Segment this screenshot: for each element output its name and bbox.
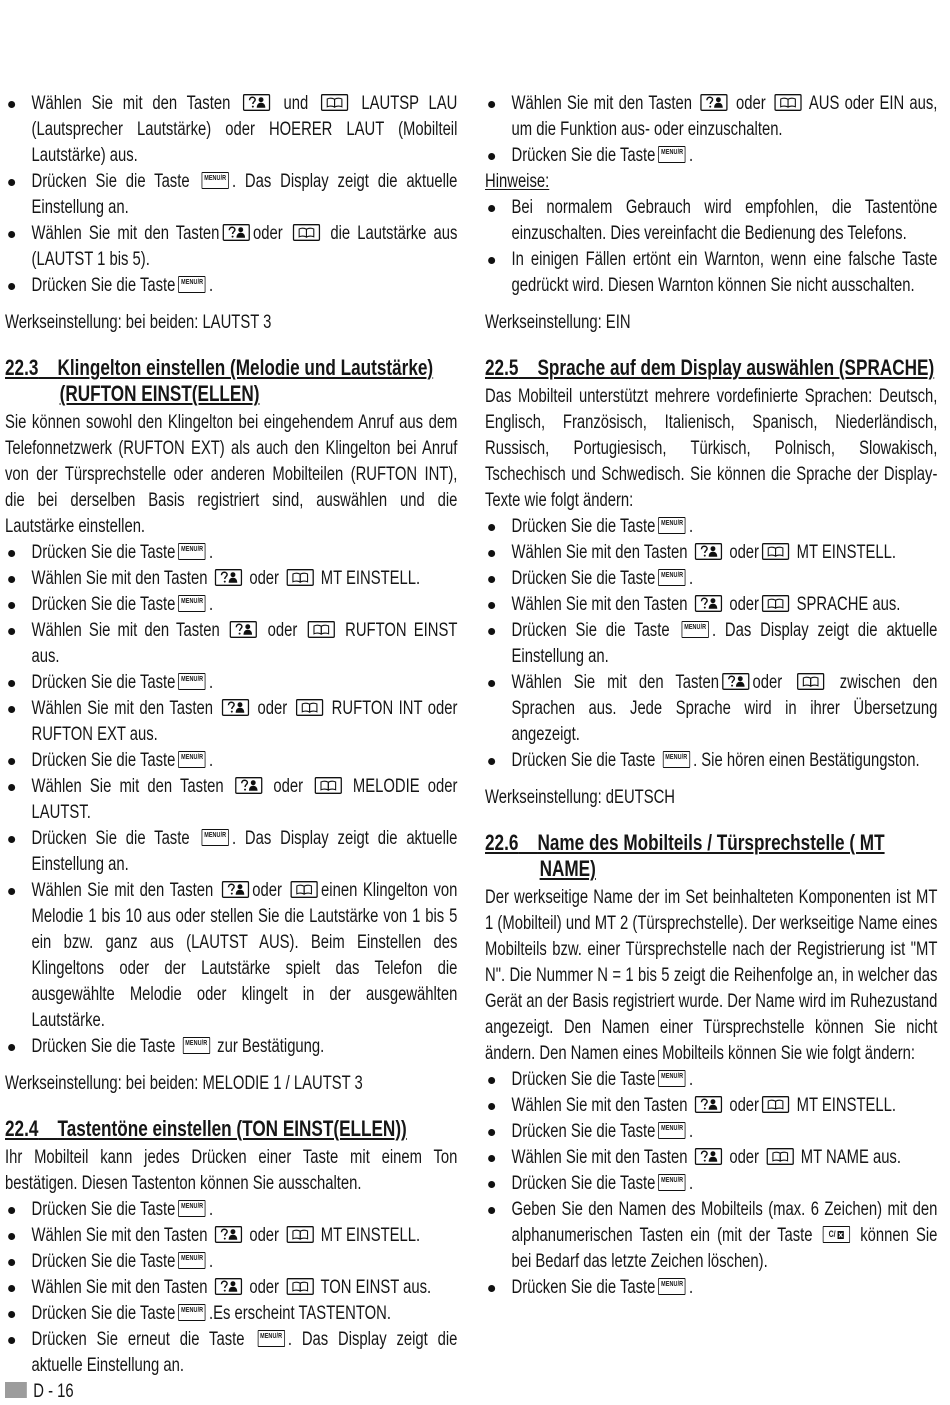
menu-key-label: MENU/R <box>661 1177 684 1185</box>
text-run: Drücken Sie die Taste <box>31 542 176 563</box>
section-number-gap <box>38 1116 57 1141</box>
text-run: MT EINSTELL. <box>316 568 421 589</box>
up-key-icon <box>235 777 262 794</box>
down-key-icon <box>762 1096 789 1113</box>
text-run: oder <box>725 542 759 563</box>
text-run: Drücken Sie die Taste <box>31 171 199 192</box>
up-key-icon <box>222 699 249 716</box>
bullet-icon <box>8 1259 15 1266</box>
text-run: . <box>688 516 694 537</box>
bullet-icon <box>488 758 495 765</box>
section-heading <box>485 355 937 381</box>
list-item <box>5 91 457 169</box>
text-run: oder <box>260 620 305 641</box>
list-item <box>485 1119 937 1145</box>
up-key-icon <box>243 94 270 111</box>
section-heading <box>485 830 937 882</box>
menu-key-icon <box>659 1174 686 1191</box>
text-run: Bei normalem Gebrauch wird empfohlen, die Tastentöne einzuschalten. Dies vereinfacht die Bedienung des Telefons. <box>511 197 938 244</box>
text-run: . Das Display zeigt die aktuelle Einstellung an. <box>511 620 938 667</box>
text-run: Drücken Sie die Taste <box>511 516 656 537</box>
menu-key-label: MENU/R <box>181 546 204 554</box>
bullet-icon <box>8 1233 15 1240</box>
bullet-icon <box>488 1155 495 1162</box>
menu-key-label: MENU/R <box>181 598 204 606</box>
text-run: Wählen Sie mit den Tasten <box>31 568 212 589</box>
bullet-icon <box>8 680 15 687</box>
menu-key-icon <box>659 1122 686 1139</box>
bullet-list <box>485 195 937 299</box>
down-key-icon <box>286 569 313 586</box>
menu-key-icon <box>663 751 690 768</box>
text-run: oder <box>252 698 293 719</box>
list-item <box>5 618 457 670</box>
bullet-icon <box>8 101 15 108</box>
list-item <box>5 221 457 273</box>
text-run: Drücken Sie die Taste <box>511 620 679 641</box>
list-item <box>5 1197 457 1223</box>
text-run: Drücken Sie die Taste <box>31 672 176 693</box>
menu-key-label: MENU/R <box>661 520 684 528</box>
section-title: Name des Mobilteils / Türsprechstelle ( MT NAME) <box>537 830 885 881</box>
text-run: Wählen Sie mit den Tasten <box>31 223 220 244</box>
up-key-icon <box>695 1148 722 1165</box>
up-key-icon <box>215 1278 242 1295</box>
bullet-icon <box>488 524 495 531</box>
text-run: Drücken Sie die Taste <box>31 1303 176 1324</box>
left-column-flow <box>5 91 457 1379</box>
bullet-icon <box>488 101 495 108</box>
menu-key-label: MENU/R <box>181 279 204 287</box>
text-run: AUS oder EIN aus, um die Funktion aus- oder einzuschalten. <box>511 93 938 140</box>
menu-key-label: MENU/R <box>661 149 684 157</box>
up-key-icon <box>222 881 249 898</box>
page-footer <box>5 1379 457 1405</box>
down-key-icon <box>766 1148 793 1165</box>
text-run: oder <box>752 672 795 693</box>
bullet-list <box>485 514 937 774</box>
text-run: oder <box>725 1095 759 1116</box>
text-run: oder <box>245 568 284 589</box>
list-item <box>485 1171 937 1197</box>
list-item <box>5 1275 457 1301</box>
menu-key-icon <box>659 1278 686 1295</box>
up-key-icon <box>223 224 250 241</box>
menu-key-label: MENU/R <box>204 832 227 840</box>
menu-key-label: MENU/R <box>665 754 688 762</box>
menu-key-icon <box>183 1037 210 1054</box>
down-key-icon <box>293 224 320 241</box>
down-key-icon <box>314 777 341 794</box>
bullet-icon <box>8 576 15 583</box>
text-run: RUFTON EINST aus. <box>31 620 458 667</box>
menu-key-icon <box>659 569 686 586</box>
text-run: Drücken Sie erneut die Taste <box>31 1329 255 1350</box>
down-key-icon <box>797 673 824 690</box>
up-key-icon <box>695 1096 722 1113</box>
body-paragraph: Das Mobilteil unterstützt mehrere vordefinierte Sprachen: Deutsch, Englisch, Französisch, Italienisch, Spanisch, Niederländisch, Russisch, Portugiesisch, Türkisch, Polnisch, Slowakisch, Tschechisch und Schwedisch. Sie können die Sprache der Display-Texte wie folgt ändern: <box>485 386 938 511</box>
backspace-icon <box>836 1230 844 1240</box>
bullet-icon <box>488 602 495 609</box>
text-run: Wählen Sie mit den Tasten <box>31 698 219 719</box>
text-run: Drücken Sie die Taste <box>31 828 199 849</box>
text-run: Drücken Sie die Taste <box>511 1121 656 1142</box>
list-item <box>485 748 937 774</box>
text-run: MELODIE oder LAUTST. <box>31 776 458 823</box>
text-run: MT NAME aus. <box>796 1147 901 1168</box>
notes-label: Hinweise: <box>485 171 550 192</box>
menu-key-icon <box>179 751 206 768</box>
text-run: Drücken Sie die Taste <box>511 568 656 589</box>
list-item <box>5 774 457 826</box>
list-item <box>485 195 937 247</box>
bullet-icon <box>8 706 15 713</box>
text-run: oder <box>245 1277 284 1298</box>
list-item <box>485 247 937 299</box>
list-item <box>5 1223 457 1249</box>
text-run: einen Klingelton von Melodie 1 bis 10 aus oder stellen Sie die Lautstärke von 1 bis 5 ein bzw. ganz aus (LAUTST AUS). Beim Einstellen des Klingeltons oder der Lautstärke spielt das Telefon die ausgewählte Melodie oder klingelt in der ausgewählten Lautstärke. <box>31 880 458 1031</box>
section-title: Tastentöne einstellen (TON EINST(ELLEN)) <box>57 1116 407 1141</box>
list-item <box>485 143 937 169</box>
bullet-list <box>5 91 457 299</box>
list-item <box>5 566 457 592</box>
text-run: Wählen Sie mit den Tasten <box>31 880 219 901</box>
text-run: Drücken Sie die Taste <box>511 1277 656 1298</box>
menu-key-label: MENU/R <box>661 1073 684 1081</box>
list-item <box>5 696 457 748</box>
section-number: 22.5 <box>485 355 519 380</box>
text-run: Drücken Sie die Taste <box>511 1173 656 1194</box>
factory-setting-note: Werkseinstellung: bei beiden: LAUTST 3 <box>5 312 272 333</box>
factory-setting-note: Werkseinstellung: bei beiden: MELODIE 1 / LAUTST 3 <box>5 1073 363 1094</box>
menu-key-icon <box>179 1304 206 1321</box>
section-heading <box>5 1116 457 1142</box>
text-run: . <box>688 568 694 589</box>
page-number: D - 16 <box>33 1381 74 1402</box>
up-key-icon <box>215 1226 242 1243</box>
bullet-icon <box>8 836 15 843</box>
bullet-icon <box>8 1311 15 1318</box>
up-key-icon <box>695 595 722 612</box>
body-paragraph: Sie können sowohl den Klingelton bei eingehendem Anruf aus dem Telefonnetzwerk (RUFTON EXT) als auch den Klingelton bei Anruf von der Türsprechstelle oder anderen Mobilteilen (RUFTON INT), die bei derselben Basis registriert sind, auswählen und die Lautstärke einstellen. <box>5 412 458 537</box>
text-run: oder <box>252 223 290 244</box>
text-run: Wählen Sie mit den Tasten <box>511 672 720 693</box>
text-run: und <box>273 93 319 114</box>
down-key-icon <box>762 543 789 560</box>
menu-key-label: MENU/R <box>181 1307 204 1315</box>
bullet-icon <box>8 179 15 186</box>
menu-key-icon <box>659 1070 686 1087</box>
bullet-icon <box>8 784 15 791</box>
bullet-list <box>485 91 937 169</box>
text-run: Drücken Sie die Taste <box>31 750 176 771</box>
text-run: Wählen Sie mit den Tasten <box>511 542 692 563</box>
text-run: . <box>208 1251 214 1272</box>
bullet-icon <box>488 1129 495 1136</box>
bullet-icon <box>8 550 15 557</box>
menu-key-icon <box>179 543 206 560</box>
bullet-icon <box>488 680 495 687</box>
factory-setting-note: Werkseinstellung: dEUTSCH <box>485 787 675 808</box>
right-column <box>485 91 937 1371</box>
bullet-icon <box>488 1285 495 1292</box>
text-run: Wählen Sie mit den Tasten <box>511 594 692 615</box>
list-item <box>485 670 937 748</box>
text-run: . <box>208 594 214 615</box>
section-number-gap <box>518 355 537 380</box>
text-run: zur Bestätigung. <box>213 1036 325 1057</box>
up-key-icon <box>700 94 727 111</box>
bullet-icon <box>8 283 15 290</box>
list-item <box>5 592 457 618</box>
menu-key-label: MENU/R <box>181 754 204 762</box>
menu-key-label: MENU/R <box>661 1281 684 1289</box>
list-item <box>485 514 937 540</box>
list-item <box>485 1145 937 1171</box>
up-key-icon <box>695 543 722 560</box>
text-run: LAUTSP LAU (Lautsprecher Lautstärke) oder HOERER LAUT (Mobilteil Lautstärke) aus. <box>31 93 458 166</box>
down-key-icon <box>321 94 348 111</box>
list-item <box>5 540 457 566</box>
text-run: . Das Display zeigt die aktuelle Einstellung an. <box>31 171 458 218</box>
list-item <box>485 1197 937 1275</box>
down-key-icon <box>308 621 335 638</box>
text-run: In einigen Fällen ertönt ein Warnton, wenn eine falsche Taste gedrückt wird. Diesen Warnton können Sie nicht ausschalten. <box>511 249 938 296</box>
bullet-icon <box>488 1103 495 1110</box>
bullet-icon <box>8 602 15 609</box>
text-run: .Es erscheint TASTENTON. <box>208 1303 391 1324</box>
list-item <box>485 566 937 592</box>
bullet-icon <box>488 576 495 583</box>
text-run: Wählen Sie mit den Tasten <box>31 1277 212 1298</box>
section-number: 22.3 <box>5 355 39 380</box>
text-run: Wählen Sie mit den Tasten <box>31 776 232 797</box>
bullet-list <box>5 1197 457 1379</box>
list-item <box>485 1093 937 1119</box>
menu-key-label: MENU/R <box>185 1040 208 1048</box>
bullet-icon <box>8 758 15 765</box>
right-column-flow <box>485 91 937 1301</box>
text-run: . <box>688 1069 694 1090</box>
text-run: oder <box>245 1225 284 1246</box>
text-run: Drücken Sie die Taste <box>31 1036 180 1057</box>
menu-key-icon <box>179 1200 206 1217</box>
menu-key-icon <box>179 1252 206 1269</box>
list-item <box>485 540 937 566</box>
menu-key-icon <box>682 621 709 638</box>
text-run: Wählen Sie mit den Tasten <box>511 93 698 114</box>
menu-key-icon <box>659 146 686 163</box>
list-item <box>485 592 937 618</box>
bullet-icon <box>488 1077 495 1084</box>
bullet-icon <box>488 628 495 635</box>
list-item <box>485 1067 937 1093</box>
text-run: . <box>208 542 214 563</box>
text-run: RUFTON INT oder RUFTON EXT aus. <box>31 698 458 745</box>
list-item <box>485 618 937 670</box>
menu-key-icon <box>257 1330 284 1347</box>
list-item <box>5 169 457 221</box>
bullet-icon <box>8 231 15 238</box>
bullet-icon <box>8 1207 15 1214</box>
down-key-icon <box>774 94 801 111</box>
up-key-icon <box>722 673 749 690</box>
menu-key-icon <box>202 172 229 189</box>
bullet-icon <box>488 1207 495 1214</box>
menu-key-label: MENU/R <box>661 572 684 580</box>
text-run: Geben Sie den Namen des Mobilteils (max. 6 Zeichen) mit den alphanumerischen Tasten ein (mit der Taste <box>511 1199 938 1246</box>
bullet-icon <box>8 628 15 635</box>
text-run: . <box>688 1121 694 1142</box>
text-run: Drücken Sie die Taste <box>511 750 660 771</box>
text-run: TON EINST aus. <box>316 1277 432 1298</box>
text-run: zwischen den Sprachen aus. Jede Sprache wird in ihrer Übersetzung angezeigt. <box>511 672 938 745</box>
menu-key-label: MENU/R <box>684 624 707 632</box>
menu-key-icon <box>659 517 686 534</box>
down-key-icon <box>762 595 789 612</box>
text-run: oder <box>725 1147 764 1168</box>
down-key-icon <box>286 1278 313 1295</box>
bullet-icon <box>488 257 495 264</box>
text-run: oder <box>252 880 288 901</box>
bullet-icon <box>8 888 15 895</box>
menu-key-icon <box>179 276 206 293</box>
text-run: . Das Display zeigt die aktuelle Einstellung an. <box>31 828 458 875</box>
text-run: . <box>208 1199 214 1220</box>
text-run: Wählen Sie mit den Tasten <box>31 1225 212 1246</box>
text-run: Wählen Sie mit den Tasten <box>511 1095 692 1116</box>
left-column-content <box>5 91 457 1405</box>
section-number-gap <box>518 830 537 855</box>
text-run: . <box>688 1173 694 1194</box>
clear-key-icon <box>823 1226 850 1243</box>
bullet-icon <box>488 205 495 212</box>
list-item <box>485 91 937 143</box>
right-column-content <box>485 91 937 1301</box>
down-key-icon <box>296 699 323 716</box>
menu-key-label: MENU/R <box>181 1255 204 1263</box>
text-run: Wählen Sie mit den Tasten <box>31 620 227 641</box>
text-run: oder <box>265 776 312 797</box>
section-heading <box>5 355 457 407</box>
text-run: . Sie hören einen Bestätigungston. <box>693 750 920 771</box>
menu-key-label: MENU/R <box>204 175 227 183</box>
list-item <box>5 273 457 299</box>
list-item <box>5 1034 457 1060</box>
section-number: 22.6 <box>485 830 519 855</box>
section-number-gap <box>38 355 57 380</box>
list-item <box>5 826 457 878</box>
text-run: oder <box>725 594 759 615</box>
menu-key-label: MENU/R <box>661 1125 684 1133</box>
bullet-icon <box>488 1181 495 1188</box>
menu-key-label: MENU/R <box>260 1333 283 1341</box>
list-item <box>5 1249 457 1275</box>
up-key-icon <box>215 569 242 586</box>
clear-key-label: C/ <box>828 1229 836 1240</box>
bullet-list <box>485 1067 937 1301</box>
text-run: Drücken Sie die Taste <box>511 145 656 166</box>
menu-key-label: MENU/R <box>181 1203 204 1211</box>
down-key-icon <box>286 1226 313 1243</box>
menu-key-icon <box>179 673 206 690</box>
text-run: Wählen Sie mit den Tasten <box>31 93 241 114</box>
section-title: Klingelton einstellen (Melodie und Lautstärke) (RUFTON EINST(ELLEN) <box>57 355 434 406</box>
bullet-list <box>5 540 457 1060</box>
left-column <box>5 91 458 1402</box>
text-run: Drücken Sie die Taste <box>31 1199 176 1220</box>
up-key-icon <box>230 621 257 638</box>
list-item <box>5 878 457 1034</box>
list-item <box>5 670 457 696</box>
bullet-icon <box>488 550 495 557</box>
body-paragraph: Ihr Mobilteil kann jedes Drücken einer Taste mit einem Ton bestätigen. Diesen Tastenton können Sie ausschalten. <box>5 1147 458 1194</box>
text-run: Drücken Sie die Taste <box>31 1251 176 1272</box>
factory-setting-note: Werkseinstellung: EIN <box>485 312 631 333</box>
bullet-icon <box>488 153 495 160</box>
list-item <box>5 1301 457 1327</box>
text-run: SPRACHE aus. <box>792 594 901 615</box>
text-run: . <box>688 1277 694 1298</box>
list-item <box>5 748 457 774</box>
text-run: . Das Display zeigt die aktuelle Einstellung an. <box>31 1329 458 1376</box>
text-run: . <box>208 672 214 693</box>
body-paragraph: Der werkseitige Name der im Set beinhalteten Komponenten ist MT 1 (Mobilteil) und MT 2 (Türsprechstelle). Der werkseitige Name eines Mobilteils bzw. einer Türsprechstelle nach der Registrierung ist "MT N". Die Nummer N = 1 bis 5 zeigt die Reihenfolge an, in welcher das Gerät an der Basis registriert wurde. Der Name wird im Ruhezustand angezeigt. Den Namen einer Türsprechstelle können Sie nicht ändern. Den Namen eines Mobilteils können Sie wie folgt ändern: <box>485 887 938 1064</box>
text-run: oder <box>730 93 771 114</box>
bullet-icon <box>8 1337 15 1344</box>
text-run: . <box>208 750 214 771</box>
text-run: . <box>688 145 694 166</box>
list-item <box>5 1327 457 1379</box>
text-run: MT EINSTELL. <box>792 542 897 563</box>
text-run: können Sie bei Bedarf das letzte Zeichen löschen). <box>511 1225 938 1272</box>
menu-key-label: MENU/R <box>181 676 204 684</box>
list-item <box>485 1275 937 1301</box>
text-run: MT EINSTELL. <box>792 1095 897 1116</box>
text-run: Wählen Sie mit den Tasten <box>511 1147 692 1168</box>
text-run: MT EINSTELL. <box>316 1225 421 1246</box>
text-run: Drücken Sie die Taste <box>31 275 176 296</box>
bullet-icon <box>8 1044 15 1051</box>
text-run: Drücken Sie die Taste <box>31 594 176 615</box>
section-title: Sprache auf dem Display auswählen (SPRACHE) <box>537 355 935 380</box>
menu-key-icon <box>202 829 229 846</box>
menu-key-icon <box>179 595 206 612</box>
text-run: die Lautstärke aus (LAUTST 1 bis 5). <box>31 223 458 270</box>
section-number: 22.4 <box>5 1116 39 1141</box>
down-key-icon <box>291 881 318 898</box>
bullet-icon <box>8 1285 15 1292</box>
footer-marker <box>5 1382 27 1398</box>
text-run: Drücken Sie die Taste <box>511 1069 656 1090</box>
text-run: . <box>208 275 214 296</box>
